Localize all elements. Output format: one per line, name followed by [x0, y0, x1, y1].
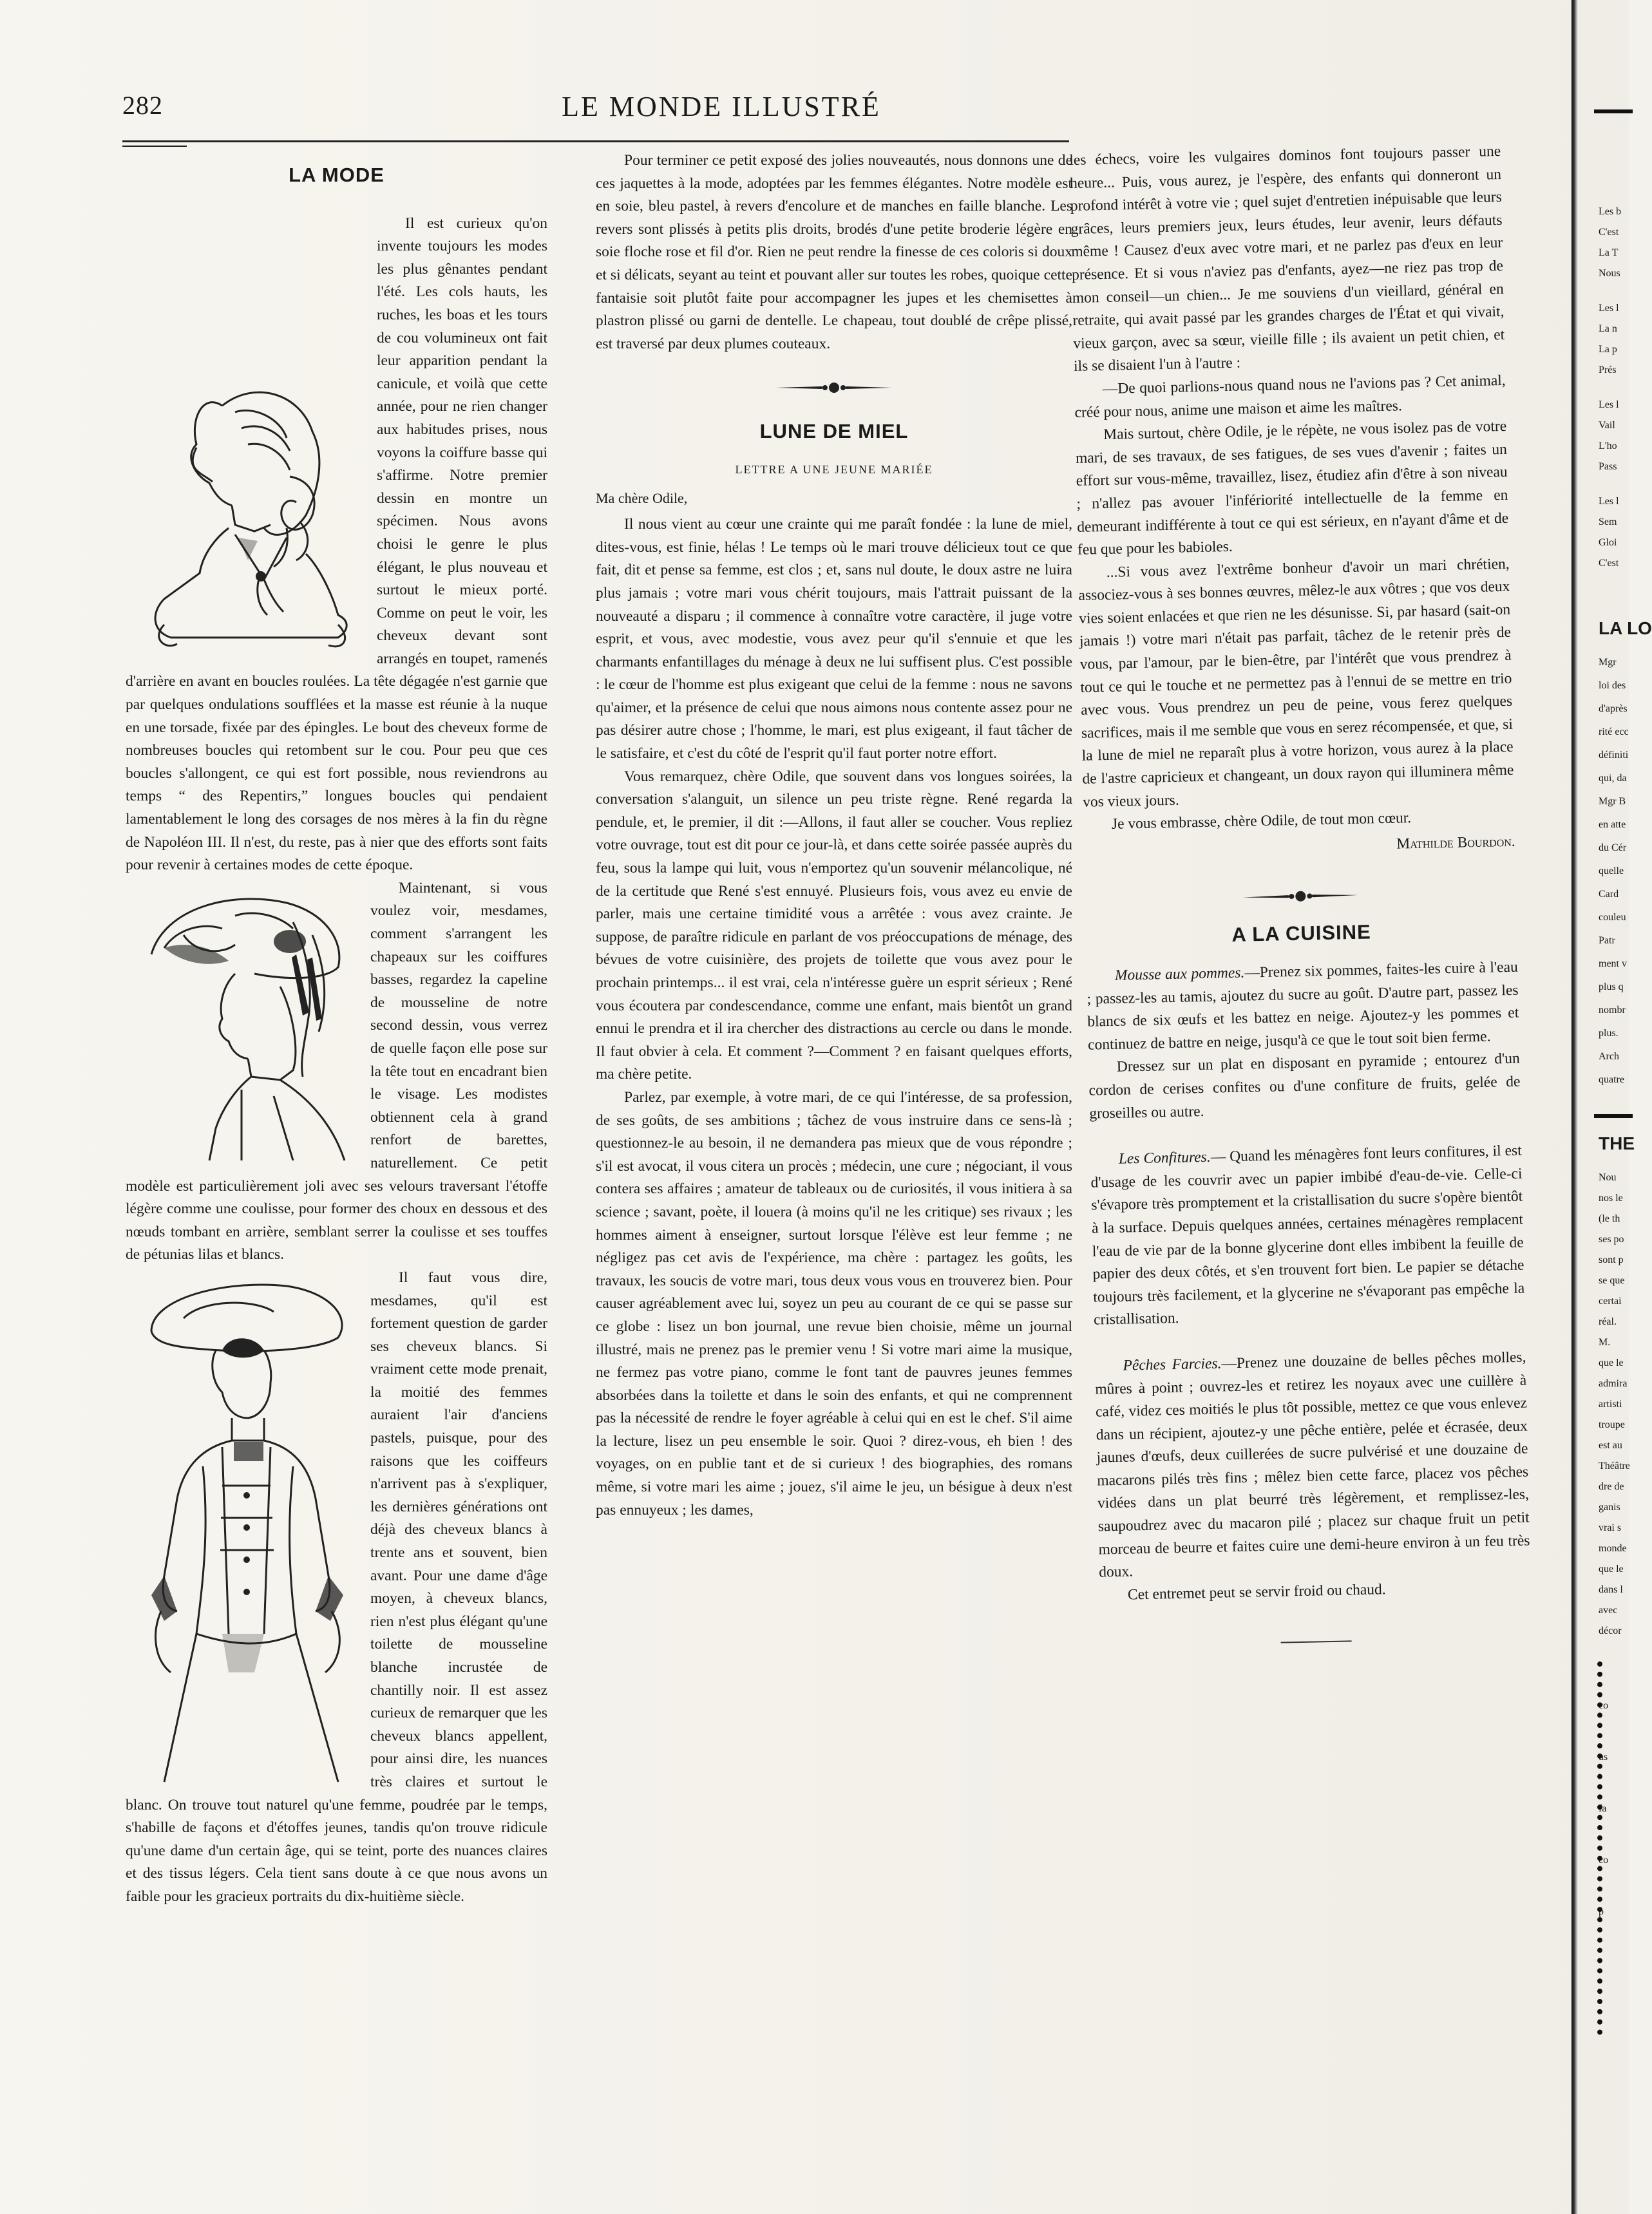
page-header: [122, 90, 1514, 135]
facing-page-fragment: Mgr B: [1599, 796, 1626, 807]
facing-page-fragment: se que: [1599, 1275, 1625, 1286]
facing-page-fragment: Sem: [1599, 516, 1617, 527]
facing-page-fragment: La T: [1599, 247, 1619, 258]
facing-page-fragment: nos le: [1599, 1193, 1623, 1204]
facing-page-fragment: Pass: [1599, 461, 1617, 472]
facing-page-dotted-border: [1597, 1661, 1628, 2035]
la-mode-paragraph-3: Il faut vous dire, mesdames, qu'il est fortement question de garder ses cheveux blancs. Si vraiment cette mode prenait, la moitié des femmes auraient l'air d'anciens pastels, puisque, pour des raisons que les coiffeurs n'arrivent pas à s'expliquer, les dernières générations ont déjà des cheveux blancs à trente ans et souvent, bien avant. Pour une dame d'âge moyen, à cheveux blancs, rien n'est plus élégant qu'une toilette de mousseline blanche incrustée de chantilly noir. Il est assez curieux de remarquer que les cheveux blancs appellent, pour ainsi dire, les nuances très claires et surtout le blanc. On trouve tout naturel qu'une femme, poudrée par le temps, s'habille de façons et d'étoffes jeunes, tandis qu'on trouve ridicule qu'une dame d'un certain âge, qui se teint, porte des nuances claires et des tissus légers. Cela tient sans doute à ce que nous avons un faible pour les gracieux portraits du dix-huitième siècle.: [126, 1269, 547, 1905]
page-number: 282: [122, 91, 163, 120]
illustration-low-hairstyle: [126, 367, 364, 650]
facing-page-fragment: que le: [1599, 1564, 1624, 1575]
section-divider-ornament-2: [1242, 889, 1358, 904]
facing-page-fragment: dans l: [1599, 1584, 1623, 1595]
facing-page-fragment: rité ecc: [1599, 726, 1629, 737]
facing-page-fragment: Arch: [1599, 1051, 1619, 1062]
facing-page-fragment: La n: [1599, 323, 1617, 334]
facing-page-fragment: décor: [1599, 1625, 1622, 1636]
facing-page-fragment: ses po: [1599, 1234, 1624, 1245]
facing-page-fragment: Les l: [1599, 496, 1619, 507]
facing-page-fragment: ganis: [1599, 1502, 1620, 1513]
facing-page-fragment: co: [1599, 1700, 1609, 1711]
facing-page-fragment: Gloi: [1599, 537, 1617, 548]
illustration-jacket-figure: [126, 1273, 357, 1782]
facing-page-fragment: Théâtre: [1599, 1461, 1630, 1471]
facing-page-fragment: dre de: [1599, 1481, 1624, 1492]
facing-page-fragment: Prés: [1599, 364, 1617, 375]
page-gutter-shadow: [1571, 0, 1578, 2214]
column-lune-de-miel: [596, 149, 1072, 1522]
recipe-mousse-serving: Dressez sur un plat en disposant en pyramide ; entourez d'un cordon de cerises confites ou d'une confiture de fruits, gelée de groseilles ou autre.: [1088, 1050, 1521, 1122]
column-end-rule: [1281, 1641, 1352, 1643]
facing-page-fragment: est au: [1599, 1440, 1622, 1451]
letter-signature: Mathilde Bourdon.: [1396, 833, 1515, 853]
facing-page-fragment: monde: [1599, 1543, 1627, 1554]
facing-page-fragment: avec: [1599, 1605, 1618, 1616]
facing-page-fragment: us: [1599, 1752, 1608, 1763]
facing-page-fragment: p: [1599, 1906, 1604, 1917]
facing-page-fragment: en atte: [1599, 819, 1626, 830]
section-title-la-mode: LA MODE: [289, 164, 385, 186]
facing-page-fragment: couleu: [1599, 912, 1626, 923]
lune-de-miel-paragraph-7: ...Si vous avez l'extrême bonheur d'avoir un mari chrétien, associez-vous à ses bonnes œuvres, mêlez-le aux vôtres ; que vos deux vies soient enlacées et que rien ne les désunisse. Si, par hasard (sait-on jamais !) votre mari n'était pas parfait, tâchez de le retenir près de vous, par l'amour, par le bien-être, par l'intérêt que vous prendrez à tout ce qui le touche et ne permettez pas à l'ennui de se mettre en trio avec vous. Vous prendrez un peu de peine, vous ferez quelques sacrifices, mais il me semble que vous en serez récompensée, et que, si la lune de miel ne reparaît plus à votre horizon, vous aurez à la place de l'astre capricieux et changeant, un doux rayon qui illuminera même vos vieux jours.: [1078, 555, 1514, 811]
header-rule: [122, 140, 1069, 142]
section-title-a-la-cuisine: A LA CUISINE: [1231, 920, 1372, 947]
facing-page-fragment: Mgr: [1599, 657, 1617, 668]
letter-salutation: Ma chère Odile,: [596, 489, 688, 506]
facing-page-fragment: Les l: [1599, 399, 1619, 410]
facing-page-fragment: admira: [1599, 1378, 1628, 1389]
lune-de-miel-paragraph-3: Parlez, par exemple, à votre mari, de ce qui l'intéresse, de sa profession, de ses goûts, de ses ambitions ; tâchez de vous instruire dans ce sens-là ; questionnez-le au besoin, il ne demandera pas mieux que de vous répondre ; s'il est avocat, il vous citera un procès ; médecin, une cure ; négociant, il vous contera ses affaires ; amateur de tableaux ou de curiosités, il vous initiera à sa science ; savant, poète, il louera (à moins qu'il ne les critique) ses rivaux ; les hommes aiment à enseigner, surtout lorsque l'élève est leur femme ; ne négligez pas cet avis de l'expérience, ma chère : partagez les goûts, les travaux, les soucis de votre mari, tous deux vous vous en trouverez bien. Pour causer agréablement avec lui, soyez un peu au courant de ce qui se passe sur ce globe : lisez un bon journal, une revue bien choisie, même un journal illustré, mais ne prenez pas le premier venu ! Si votre mari aime la musique, ne fermez pas votre piano, comme le font tant de pauvres jeunes femmes absorbées dans la toilette et dans le soin des enfants, et qui ne comprennent pas la nécessité de rendre le foyer agréable à celui qui en est le chef. S'il aime la lecture, lisez un peu ensemble le soir. Quoi ? direz-vous, eh bien ! des voyages, on en publie tant et de si curieux ! des biographies, des romans même, si votre mari les aime ; jouez, s'il aime le jeu, un bésigue à deux n'est pas ennuyeux ; les dames,: [596, 1088, 1072, 1519]
facing-page-rule-2: [1594, 1114, 1633, 1118]
lune-de-miel-paragraph-2: Vous remarquez, chère Odile, que souvent dans vos longues soirées, la conversation s'alanguit, un silence un peu triste règne. René regarda la pendule, et, le premier, il dit :—Allons, il faut aller se coucher. Vous repliez votre ouvrage, tout est dit pour ce jour-là, et dans cette soirée passée auprès du feu, sous la lampe qui luit, vous n'emportez qu'un souvenir mélancolique, né de la certitude que René s'est ennuyé. Plusieurs fois, vous avez eu envie de parler, mais une certaine timidité vous a arrêtée : vous avez crainte. Je suppose, de paraître ridicule en parlant de vos préoccupations de ménage, des bévues de votre cuisinière, des projets de toilette que vous avez pour le prochain printemps... il est vrai, cela n'intéresse guère un esprit sérieux ; René vous écoutera par condescendance, comme une enfant, mais bientôt un grand ennui le prendra et il ira chercher des distractions au cercle ou dans le monde. Il faut obvier à cela. Et comment ?—Comment ? en faisant quelques efforts, ma chère petite.: [596, 768, 1072, 1083]
header-rule-double: [122, 146, 187, 147]
recipe-title-mousse: Mousse aux pommes.: [1114, 964, 1245, 984]
facing-page-fragment: La p: [1599, 344, 1617, 355]
facing-page-fragment: loi des: [1599, 680, 1626, 691]
lune-de-miel-closing: Je vous embrasse, chère Odile, de tout mon cœur.: [1111, 809, 1412, 833]
facing-page-fragment: Patr: [1599, 935, 1615, 946]
lune-de-miel-paragraph-4: les échecs, voire les vulgaires dominos font toujours passer une heure... Puis, vous aurez, je l'espère, des enfants qui donneront un profond intérêt à votre vie ; quel sujet d'entretien inépuisable que leurs grâces, leurs premiers jeux, leurs études, leur avenir, leurs défauts même ! Causez d'eux avec votre mari, et ne parlez pas d'eux en leur présence. Et si vous n'aviez pas d'enfants, ayez—ne riez pas trop de mon conseil—un chien... Je me souviens d'un vieillard, général en retraite, qui avait passé par les grandes charges de l'État et qui vivait, vieux garçon, avec sa sœur, vieille fille ; ils avaient un petit chien, et ils se disaient l'un à l'autre :: [1069, 142, 1505, 375]
recipe-text-mousse: —Prenez six pommes, faites-les cuire à l'eau ; passez-les au tamis, ajoutez du sucre au goût. D'autre part, passez les blancs de six œufs et les battez en neige. Ajoutez-y les pommes et continuez de battre en neige, jusqu'à ce que le tout soit bien ferme.: [1087, 958, 1519, 1054]
facing-page-fragment: Les b: [1599, 206, 1622, 217]
facing-page-fragment: C'est: [1599, 558, 1619, 569]
facing-page-fragment: artisti: [1599, 1399, 1622, 1410]
facing-page-heading: LA LO: [1599, 618, 1652, 638]
facing-page-fragment: Vail: [1599, 420, 1615, 431]
recipe-title-peches: Pêches Farcies.: [1123, 1355, 1222, 1374]
facing-page-fragment: Nou: [1599, 1172, 1617, 1183]
illustration-capeline-hat: [126, 884, 357, 1160]
facing-page-fragment: sont p: [1599, 1254, 1624, 1265]
facing-page-fragment: M.: [1599, 1337, 1611, 1348]
section-title-lune-de-miel: LUNE DE MIEL: [759, 420, 909, 443]
lune-de-miel-paragraph-1: Il nous vient au cœur une crainte qui me paraît fondée : la lune de miel, dites-vous, est finie, hélas ! Le temps où le mari trouve délicieux tout ce que fait, dit et pense sa femme, est clos ; et, sans nul doute, le doux astre ne luira plus jamais ; votre mari vous chérit toujours, mais l'attrait puissant de la nouveauté a disparu ; il commence à connaître votre caractère, il juge votre esprit, et vous, avec modestie, vous avez peur qu'il s'ennuie et que les charmants enfantillages du ménage à deux ne lui suffisent plus. C'est possible : le cœur de l'homme est plus exigeant que celui de la femme : nous ne savons qu'aimer, et la présence de celui que nous aimons nous contente assez pour ne pas désirer autre chose ; l'homme, le mari, est plus exigeant, il faut tâcher de le satisfaire, et c'est du côté de l'esprit qu'il faut porter notre effort.: [596, 516, 1072, 762]
facing-page-fragment: réal.: [1599, 1316, 1617, 1327]
la-mode-paragraph-1: Il est curieux qu'on invente toujours les modes les plus gênantes pendant l'été. Les cols hauts, les ruches, les boas et les tours de cou volumineux ont fait leur apparition pendant la canicule, et voilà que cette année, pour ne rien changer aux habitudes prises, nous voyons la coiffure basse qui s'affirme. Notre premier dessin en montre un spécimen. Nous avons choisi le genre le plus élégant, le plus nouveau et surtout le mieux porté. Comme on peut le voir, les cheveux devant sont arrangés en toupet, ramenés d'arrière en avant en boucles roulées. La tête dégagée n'est garnie que par quelques ondulations soufflées et la masse est réunie à la nuque en une torsade, fixée par des épingles. Le bout des cheveux forme de nombreuses boucles qui retombent sur le cou. Pour peu que ces boucles s'allongent, ce qui est fort possible, nous reviendrons au temps “ des Repentirs,” longues boucles qui pendaient lamentablement le long des corsages de nos mères à la fin du règne de Napoléon III. Il n'est, du reste, pas à nier que des efforts sont faits pour revenir à certaines modes de cette époque.: [126, 214, 547, 874]
section-divider-ornament: [776, 381, 892, 394]
recipe-peches-farcies: [1094, 1346, 1530, 1584]
la-mode-conclusion-paragraph: Pour terminer ce petit exposé des jolies nouveautés, nous donnons une de ces jaquettes à la mode, adoptées par les femmes élégantes. Notre modèle est en soie, bleu pastel, à revers d'encolure et de manches en faille blanche. Les revers sont plissés à petits plis droits, brodés d'une petite broderie légère en soie floche rose et fil d'or. Rien ne peut rendre la finesse de ces coloris si doux et si délicats, seyant au teint et pouvant aller sur toutes les robes, quoique cette fantaisie soit plutôt faite pour accompagner les jupes et les chemisettes à plastron plissé ou garni de dentelle. Le chapeau, tout doublé de crêpe plissé, est traversé par deux plumes couteaux.: [596, 152, 1072, 352]
column-lune-de-miel-continued: [1069, 140, 1532, 1647]
facing-page-fragment: L'ho: [1599, 440, 1617, 451]
facing-page-fragment: qui, da: [1599, 773, 1627, 784]
lune-de-miel-paragraph-6: Mais surtout, chère Odile, je le répète, ne vous isolez pas de votre mari, de ses travaux, de ses fatigues, de ses vues d'avenir ; faites un effort sur vous-même, travaillez, lisez, étudiez afin d'être à son niveau ; n'allez pas avouer l'infériorité intellectuelle de la femme en demeurant indifférente à tout ce qui est sérieux, en n'ayant d'âme et de feu que pour les babioles.: [1075, 417, 1509, 558]
facing-page-fragment: Les l: [1599, 303, 1619, 314]
facing-page-fragment: certai: [1599, 1296, 1622, 1307]
facing-page-fragment: quatre: [1599, 1074, 1624, 1085]
facing-page-fragment: troupe: [1599, 1419, 1625, 1430]
recipe-mousse-aux-pommes: [1087, 956, 1520, 1057]
recipe-title-confitures: Les Confitures.: [1118, 1148, 1211, 1168]
facing-page-fragment: que le: [1599, 1358, 1624, 1368]
lune-de-miel-paragraph-5: —De quoi parlions-nous quand nous ne l'avions pas ? Cet animal, créé pour nous, anime une maison et aime les maîtres.: [1074, 372, 1506, 421]
facing-page-fragment: nombr: [1599, 1005, 1626, 1016]
journal-title: LE MONDE ILLUSTRÉ: [562, 91, 881, 122]
facing-page-fragment: vrai s: [1599, 1522, 1622, 1533]
recipe-text-peches: —Prenez une douzaine de belles pêches molles, mûres à point ; ouvrez-les et retirez les noyaux avec une cuillère à café, videz ces moitiés le plus tôt possible, mettez ce que vous enlevez dans un récipient, ajoutez-y une pêche entière, pelée et écrasée, deux jaunes d'œufs, deux cuillerées de sucre pulvérisé et une douzaine de macarons pilés très fins ; mêlez bien cette farce, placez vos pêches vidées dans un plat beurré très légèrement, et remplissez-les, saupoudrez avec du macaron pilé ; placez sur chaque fruit un petit morceau de beurre et faites cuire une demi-heure environ à un feu très doux.: [1095, 1348, 1530, 1581]
facing-page-fragment: (le th: [1599, 1213, 1620, 1224]
recipe-peches-serving: Cet entremet peut se servir froid ou chaud.: [1127, 1581, 1386, 1604]
facing-page-fragment: définiti: [1599, 750, 1629, 761]
facing-page-fragment: plus q: [1599, 981, 1624, 992]
facing-page-fragment: C'est: [1599, 227, 1619, 238]
section-subtitle-lettre: LETTRE A UNE JEUNE MARIÉE: [735, 462, 933, 476]
facing-page-fragment: plus.: [1599, 1028, 1619, 1039]
facing-page-fragment: Card: [1599, 889, 1619, 900]
facing-page-heading: THE: [1599, 1133, 1635, 1153]
la-mode-paragraph-2: Maintenant, si vous voulez voir, mesdames, comment s'arrangent les chapeaux sur les coiffures basses, regardez la capeline de mousseline de notre second dessin, vous verrez de quelle façon elle pose sur la tête tout en encadrant bien le visage. Les modistes obtiennent cela à grand renfort de barettes, naturellement. Ce petit modèle est particulièrement joli avec ses velours traversant l'étoffe légère comme une coulisse, pour former des choux en dessous et des nœuds tombant en arrière, semblant serrer la coulisse et ses touffes de pétunias lilas et blancs.: [126, 879, 547, 1263]
facing-page-fragment: du Cér: [1599, 842, 1627, 853]
facing-page-fragment: d'après: [1599, 703, 1628, 714]
facing-page-fragment: Nous: [1599, 268, 1620, 279]
facing-page-rule: [1594, 109, 1633, 113]
facing-page-fragment: ment v: [1599, 958, 1627, 969]
column-la-mode: [126, 149, 547, 1909]
facing-page-fragment: fa: [1599, 1803, 1607, 1814]
facing-page-fragment: co: [1599, 1855, 1609, 1866]
recipe-les-confitures: [1090, 1140, 1526, 1332]
facing-page-fragment: quelle: [1599, 866, 1624, 876]
recipe-text-confitures: — Quand les ménagères font leurs confitures, il est d'usage de les couvrir avec un papier imbibé d'eau-de-vie. Celle-ci s'évapore très promptement et la cristallisation du sucre s'opère bientôt à la surface. Depuis quelques années, certaines ménagères remplacent l'eau de vie par de la bonne glycerine dont elles imbibent la feuille de papier des deux côtés, et s'en trouvent fort bien. Le papier se détache toujours très facilement, et la glycerine ne s'évaporant pas empêche la cristallisation.: [1090, 1142, 1525, 1329]
